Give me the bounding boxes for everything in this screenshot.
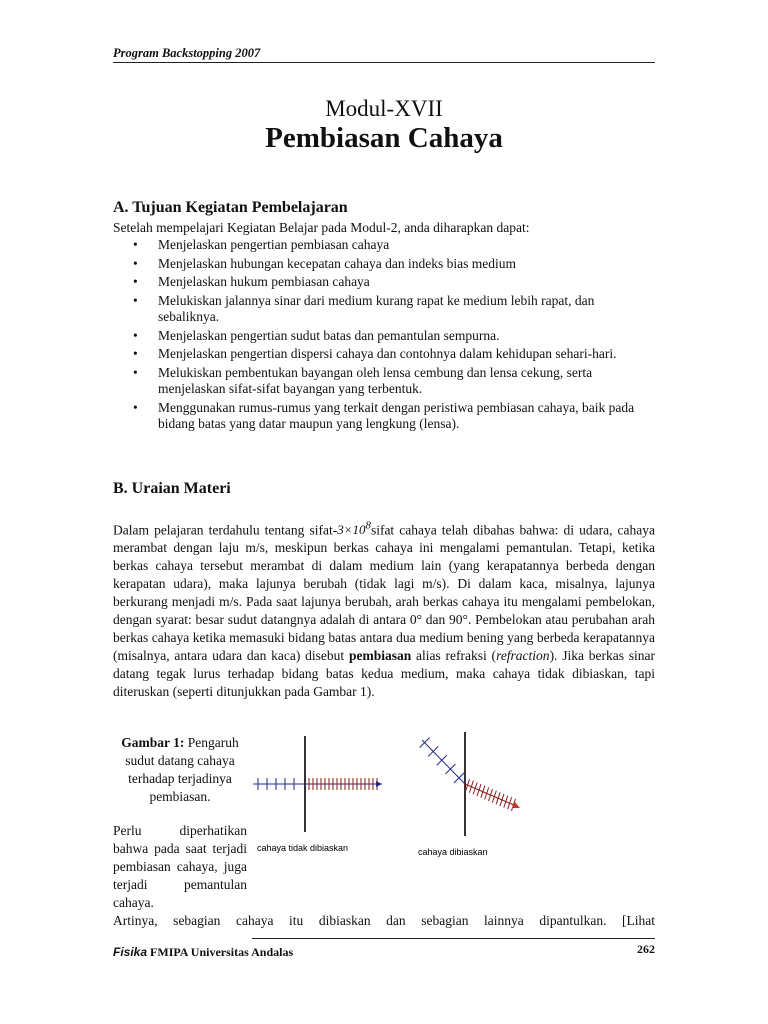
section-b-heading: B. Uraian Materi: [113, 480, 231, 497]
ray-tick: [492, 791, 496, 803]
list-item: • Melukiskan jalannya sinar dari medium kurang rapat ke medium lebih rapat, dan sebaliknya.: [133, 292, 595, 324]
list-item: • Menjelaskan hubungan kecepatan cahaya dan indeks bias medium: [133, 255, 517, 271]
footer-rule: [252, 938, 655, 939]
list-item: • Menjelaskan pengertian dispersi cahaya dan contohnya dalam kehidupan sehari-hari.: [133, 346, 617, 361]
module-number: Modul-XVII: [325, 96, 443, 121]
section-a-heading: A. Tujuan Kegiatan Pembelajaran: [113, 199, 348, 216]
ray-tick: [477, 784, 481, 796]
incident-ray: [422, 740, 465, 784]
bullet: •: [133, 399, 138, 415]
figure-side-text: Perlu diperhatikan bahwa pada saat terjadi pembiasan cahaya, juga terjadi pemantulan cahaya.: [113, 823, 247, 910]
bullet: •: [133, 292, 138, 308]
bullet: •: [133, 364, 138, 380]
term-pembiasan: pembiasan: [348, 648, 412, 664]
body-paragraph: Dalam pelajaran terdahulu tentang sifat-$3\times 10^8sifat$ cahaya telah dibahas bahwa: di udara, cahaya merambat dengan laju m/s, meskipun berkas cahaya ini mengalami pemantulan. Tetapi, ketika berkas cahaya tersebut merambat di dalam medium lain (yang kerapatannya berbeda dengan kerapatan udara), maka lajunya berubah (tidak lagi m/s). Di dalam kaca, misalnya, lajunya berkurang menjadi m/s. Pada saat lajunya berubah, arah berkas cahaya itu mengalami pembelokan, dengan syarat: besar sudut datangnya adalah di antara 0° dan 90°. Pembelokan atau perubahan arah berkas cahaya ketika memasuki bidang batas antara dua medium bening yang berbeda kerapatannya (misalnya, antara udara dan kaca) disebut pembiasan alias refraksi (refraction). Jika berkas sinar datang tegak lurus terhadap bidang batas kedua medium, maka cahaya tidak dibiaskan, tapi diteruskan (seperti ditunjukkan pada Gambar 1).: [113, 520, 655, 700]
list-item: • Menjelaskan pengertian sudut batas dan pemantulan sempurna.: [133, 327, 500, 343]
ray-tick: [489, 789, 493, 801]
page-number: 262: [637, 942, 655, 956]
section-a-intro: Setelah mempelajari Kegiatan Belajar pada Modul-2, anda diharapkan dapat:: [113, 220, 530, 235]
figure-caption: Gambar 1: Pengaruh sudut datang cahaya terhadap terjadinya pembiasan.: [121, 735, 239, 804]
running-header: Program Backstopping 2007: [113, 46, 261, 60]
ray-tick: [473, 782, 477, 794]
speed-of-light-formula: $3\times 10^8$: [337, 520, 371, 538]
ray-tick: [469, 781, 473, 793]
ray-tick: [466, 779, 470, 791]
bullet: •: [133, 327, 138, 343]
arrowhead-left: [376, 781, 382, 787]
body-last-line: Artinya, sebagian cahaya itu dibiaskan dan sebagian lainnya dipantulkan. [Lihat: [113, 913, 655, 928]
ray-tick: [485, 787, 489, 799]
footer-department: Fisika FMIPA Universitas Andalas: [113, 945, 294, 959]
bullet: •: [133, 346, 138, 361]
ray-tick: [481, 786, 485, 798]
bullet: •: [133, 255, 138, 271]
label-not-refracted: cahaya tidak dibiaskan: [257, 843, 349, 853]
ray-tick: [508, 797, 512, 809]
term-refraction: refraction: [496, 648, 550, 664]
list-item: • Melukiskan pembentukan bayangan oleh lensa cembung dan lensa cekung, serta menjelaskan sifat-sifat bayangan yang terbentuk.: [133, 364, 593, 396]
label-refracted: cahaya dibiaskan: [418, 847, 488, 857]
ray-tick: [496, 792, 500, 804]
bullet: •: [133, 237, 138, 252]
ray-tick: [504, 796, 508, 808]
list-item: • Menjelaskan hukum pembiasan cahaya: [133, 274, 370, 289]
bullet: •: [133, 274, 138, 289]
ray-tick: [500, 794, 504, 806]
list-item: • Menggunakan rumus-rumus yang terkait dengan peristiwa pembiasan cahaya, baik pada bidang batas yang datar maupun yang lengkung (lensa).: [133, 399, 635, 431]
module-title: Pembiasan Cahaya: [265, 122, 503, 154]
refracted-ray-ticks: [466, 779, 516, 811]
list-item: • Menjelaskan pengertian pembiasan cahaya: [133, 237, 390, 252]
